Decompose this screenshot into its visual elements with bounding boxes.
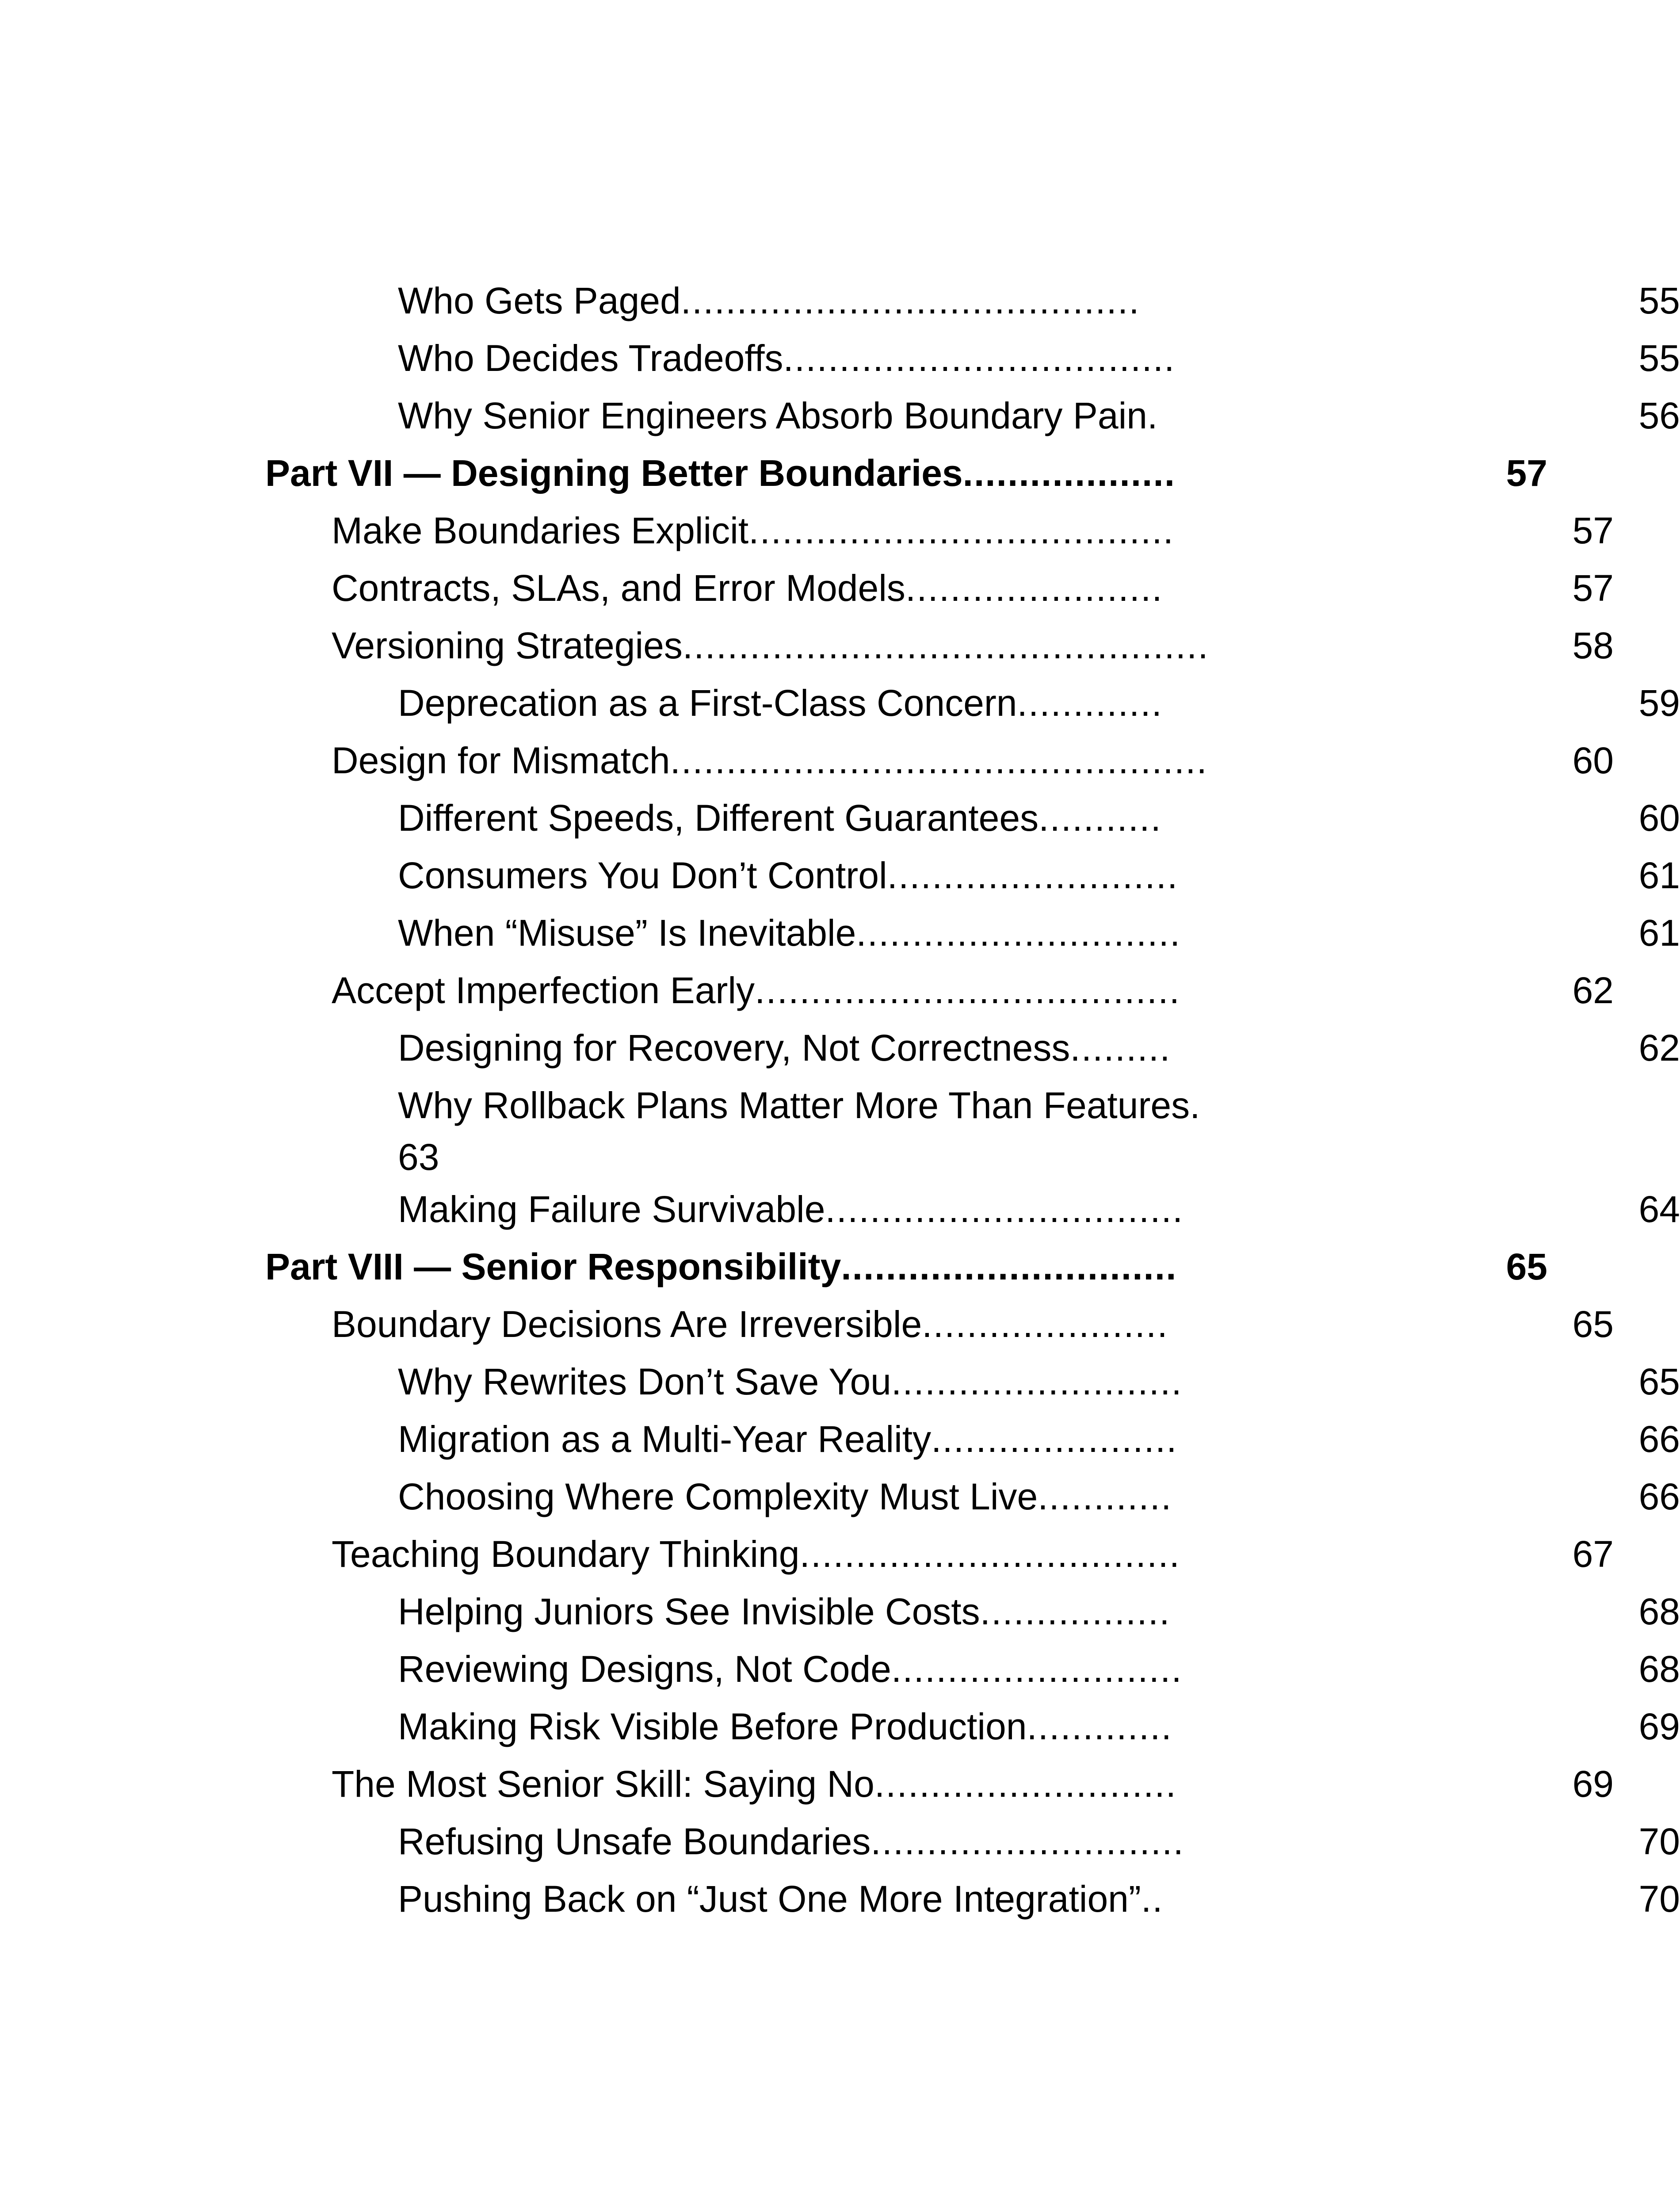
toc-entry-row [398,1077,1680,1180]
toc-entry-row [265,1238,1547,1295]
toc-entry [0,732,1614,789]
toc-page-number: 57 [1572,510,1614,551]
toc-entry-title: When “Misuse” Is Inevitable [398,912,856,954]
toc-page-number: 62 [1638,1027,1680,1069]
toc-entry [0,1755,1614,1813]
toc-entry-title: Why Rewrites Don’t Save You [398,1361,891,1402]
toc-page-number: 63 [398,1136,439,1178]
toc-dot-leader: ............. [1027,1706,1172,1747]
toc-page-number: 58 [1572,625,1614,666]
toc-dot-leader: ....................... [905,567,1163,609]
toc-entry-row [398,789,1680,847]
toc-entry [0,1180,1680,1238]
toc-dot-leader: .......................... [891,1361,1183,1402]
toc-entry-row [398,387,1680,444]
toc-entry-row [332,559,1614,617]
toc-entry-title: Different Speeds, Different Guarantees [398,797,1039,839]
toc-page-number: 66 [1638,1418,1680,1460]
toc-entry-title: Design for Mismatch [332,740,670,781]
toc-entry-row [398,329,1680,387]
toc-page-number: 69 [1572,1763,1614,1805]
toc-entry-title: Deprecation as a First-Class Concern [398,682,1017,724]
toc-entry-title: Boundary Decisions Are Irreversible [332,1303,922,1345]
toc-entry-title: Part VII — Designing Better Boundaries [265,452,963,494]
toc-dot-leader: ...................................... [755,970,1180,1011]
toc-page-number: 56 [1638,395,1680,436]
toc-entry-title: Who Gets Paged [398,280,681,321]
toc-entry-row [332,1755,1614,1813]
toc-entry [0,1870,1680,1928]
toc-entry [0,502,1614,559]
toc-page-number: 69 [1638,1706,1680,1747]
toc-dot-leader: .............................. [841,1246,1177,1287]
toc-entry [0,1525,1614,1583]
toc-entry-row [398,1583,1680,1640]
toc-page-number: 61 [1638,912,1680,954]
toc-dot-leader: ............................. [856,912,1181,954]
toc-dot-leader: ...................... [931,1418,1178,1460]
toc-entry-title: Helping Juniors See Invisible Costs [398,1591,980,1632]
toc-page-number: 64 [1638,1188,1680,1230]
toc-dot-leader: ............ [1038,1476,1172,1517]
toc-dot-leader: ......... [1070,1027,1171,1069]
toc-entry-title: Teaching Boundary Thinking [332,1533,800,1575]
toc-entry-title: The Most Senior Skill: Saying No [332,1763,874,1805]
toc-dot-leader: ............. [1017,682,1163,724]
toc-entry [0,847,1680,904]
toc-entry-row [265,444,1547,502]
toc-entry [0,617,1614,674]
toc-entry [0,1640,1680,1698]
toc-entry-title: Making Failure Survivable [398,1188,825,1230]
toc-entry-row [398,1813,1680,1870]
toc-page-number: 66 [1638,1476,1680,1517]
toc-entry [0,1813,1680,1870]
toc-dot-leader: ............................................... [682,625,1209,666]
toc-entry-row [398,1870,1680,1928]
toc-page-number: 67 [1572,1533,1614,1575]
toc-page-number: 65 [1638,1361,1680,1402]
toc-dot-leader: .................................. [799,1533,1180,1575]
toc-entry-title: Making Risk Visible Before Production [398,1706,1027,1747]
toc-entry-row [332,1525,1614,1583]
toc-entry [0,1295,1614,1353]
toc-entry-row [332,962,1614,1019]
toc-entry-title: Reviewing Designs, Not Code [398,1648,891,1690]
toc-page-number: 59 [1638,682,1680,724]
toc-entry-title: Part VIII — Senior Responsibility [265,1246,841,1287]
toc-entry [0,559,1614,617]
toc-dot-leader: ........... [1039,797,1162,839]
toc-entry-row [398,904,1680,962]
toc-entry [0,272,1680,329]
toc-page-number: 62 [1572,970,1614,1011]
toc-entry [0,904,1680,962]
toc-page-number: 70 [1638,1821,1680,1862]
toc-dot-leader: ........................... [874,1763,1177,1805]
toc-page-number: 68 [1638,1648,1680,1690]
toc-dot-leader: ......................................... [680,280,1140,321]
toc-dot-leader: ................................................ [670,740,1208,781]
toc-entry-title: Make Boundaries Explicit [332,510,749,551]
toc-page-number: 55 [1638,337,1680,379]
toc-entry [0,1698,1680,1755]
toc-entry-row [332,617,1614,674]
toc-entry [0,1410,1680,1468]
toc-page-number: 68 [1638,1591,1680,1632]
toc-entry-title: Consumers You Don’t Control [398,855,887,896]
toc-entry-row [398,1468,1680,1525]
toc-dot-leader: ................. [980,1591,1171,1632]
toc-entry-row [398,1180,1680,1238]
toc-entry-row [332,502,1614,559]
toc-dot-leader: .......................... [891,1648,1183,1690]
toc-entry [0,1353,1680,1410]
toc-dot-leader: ............................ [871,1821,1184,1862]
toc-page-number: 65 [1506,1246,1547,1287]
toc-entry-row [398,1640,1680,1698]
toc-dot-leader: ................... [962,452,1176,494]
toc-entry-row [398,1019,1680,1077]
toc-entry-row [398,272,1680,329]
toc-entry-row [398,847,1680,904]
toc-dot-leader: .......................... [887,855,1179,896]
toc-page-number: 57 [1572,567,1614,609]
toc-page-number: 61 [1638,855,1680,896]
toc-entry [0,387,1680,444]
toc-dot-leader: .. [1141,1878,1164,1920]
toc-page-number: 57 [1506,452,1547,494]
toc-page-number: 55 [1638,280,1680,321]
toc-entry-row [332,732,1614,789]
toc-entry-title: Migration as a Multi-Year Reality [398,1418,932,1460]
toc-page-number: 70 [1638,1878,1680,1920]
toc-entry-title: Why Rollback Plans Matter More Than Features. [398,1085,1200,1126]
toc-entry-title: Who Decides Tradeoffs [398,337,783,379]
toc-entry [0,1019,1680,1077]
toc-part-heading [0,1238,1547,1295]
toc-entry-title: Contracts, SLAs, and Error Models [332,567,905,609]
toc-entry-title: Refusing Unsafe Boundaries [398,1821,871,1862]
toc-entry [0,1583,1680,1640]
toc-entry [0,1468,1680,1525]
toc-page-number: 60 [1572,740,1614,781]
toc-entry-title: Pushing Back on “Just One More Integration” [398,1878,1141,1920]
toc-dot-leader: ...................................... [748,510,1174,551]
toc-entry-title: Choosing Where Complexity Must Live [398,1476,1038,1517]
toc-entry [0,1077,1680,1178]
toc-entry [0,674,1680,732]
toc-dot-leader: ...................... [922,1303,1168,1345]
toc-entry-title: Accept Imperfection Early [332,970,755,1011]
toc-entry-row [398,1410,1680,1468]
toc-entry-row [332,1295,1614,1353]
toc-entry [0,962,1614,1019]
toc-entry-title: Designing for Recovery, Not Correctness [398,1027,1070,1069]
toc-entry [0,329,1680,387]
toc-dot-leader: ................................... [783,337,1176,379]
toc-dot-leader: ................................ [825,1188,1184,1230]
toc-entry-row [398,1353,1680,1410]
toc-entry-title: Versioning Strategies [332,625,683,666]
toc-page-number: 60 [1638,797,1680,839]
toc-entry-title: Why Senior Engineers Absorb Boundary Pain. [398,395,1158,436]
toc-part-heading [0,444,1547,502]
toc-entry-row [398,674,1680,732]
toc-entry-row [398,1698,1680,1755]
toc-entry [0,789,1680,847]
toc-page-number: 65 [1572,1303,1614,1345]
